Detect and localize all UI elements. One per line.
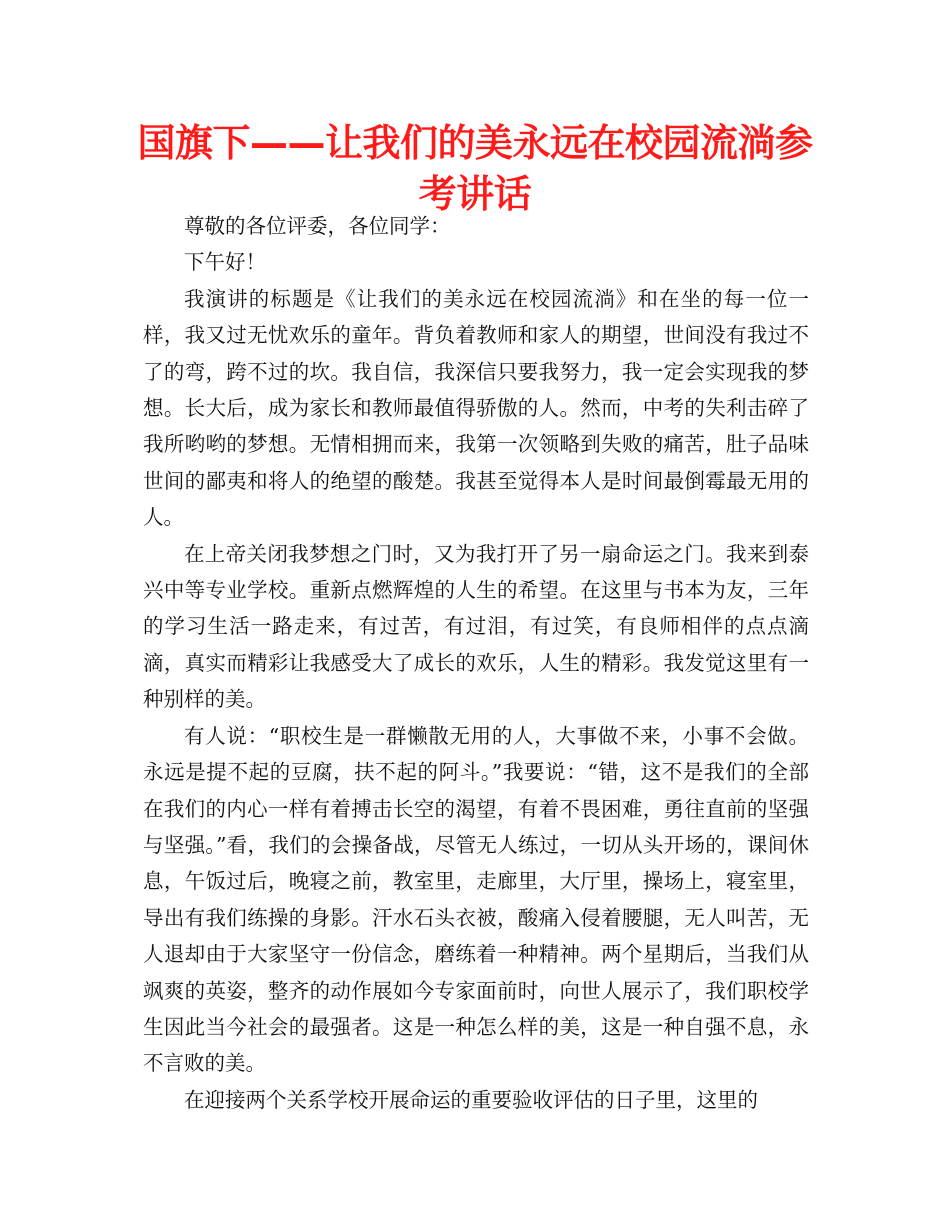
body-paragraph: 有人说：“职校生是一群懒散无用的人，大事做不来，小事不会做。永远是提不起的豆腐，扶不起的阿斗。”我要说：“错，这不是我们的全部在我们的内心一样有着搏击长空的渴望，有着不畏困难，勇往直前的坚强与坚强。”看，我们的会操备战，尽管无人练过，一切从头开场的，课间休息，午饭过后，晚寝之前，教室里，走廊里，大厅里，操场上，寝室里，导出有我们练操的身影。汗水石头衣被，酸痛入侵着腰腿，无人叫苦，无人退却由于大家坚守一份信念，磨练着一种精神。两个星期后，当我们从飒爽的英姿，整齐的动作展如今专家面前时，向世人展示了，我们职校学生因此当今社会的最强者。这是一种怎么样的美，这是一种自强不息，永不言败的美。 (143, 723, 809, 1076)
speech-body (143, 208, 809, 1118)
body-paragraph: 在迎接两个关系学校开展命运的重要验收评估的日子里，这里的 (184, 1087, 758, 1112)
body-paragraph: 在上帝关闭我梦想之门时，又为我打开了另一扇命运之门。我来到泰兴中等专业学校。重新点燃辉煌的人生的希望。在这里与书本为友，三年的学习生活一路走来，有过苦，有过泪，有过笑，有良师相伴的点点滴滴，真实而精彩让我感受大了成长的欢乐，人生的精彩。我发觉这里有一种别样的美。 (143, 541, 809, 712)
document-title: 国旗下——让我们的美永远在校园流淌参考讲话 (137, 121, 813, 216)
greeting-paragraph: 尊敬的各位评委，各位同学： (184, 214, 451, 238)
salutation-paragraph: 下午好！ (184, 250, 266, 275)
body-paragraph: 我演讲的标题是《让我们的美永远在校园流淌》和在坐的每一位一样，我又过无忧欢乐的童年。背负着教师和家人的期望，世间没有我过不了的弯，跨不过的坎。我自信，我深信只要我努力，我一定会实现我的梦想。长大后，成为家长和教师最值得骄傲的人。然而，中考的失利击碎了我所哟哟的梦想。无情相拥而来，我第一次领略到失败的痛苦，肚子品味世间的鄙夷和将人的绝望的酸楚。我甚至觉得本人是时间最倒霉最无用的人。 (143, 286, 809, 530)
